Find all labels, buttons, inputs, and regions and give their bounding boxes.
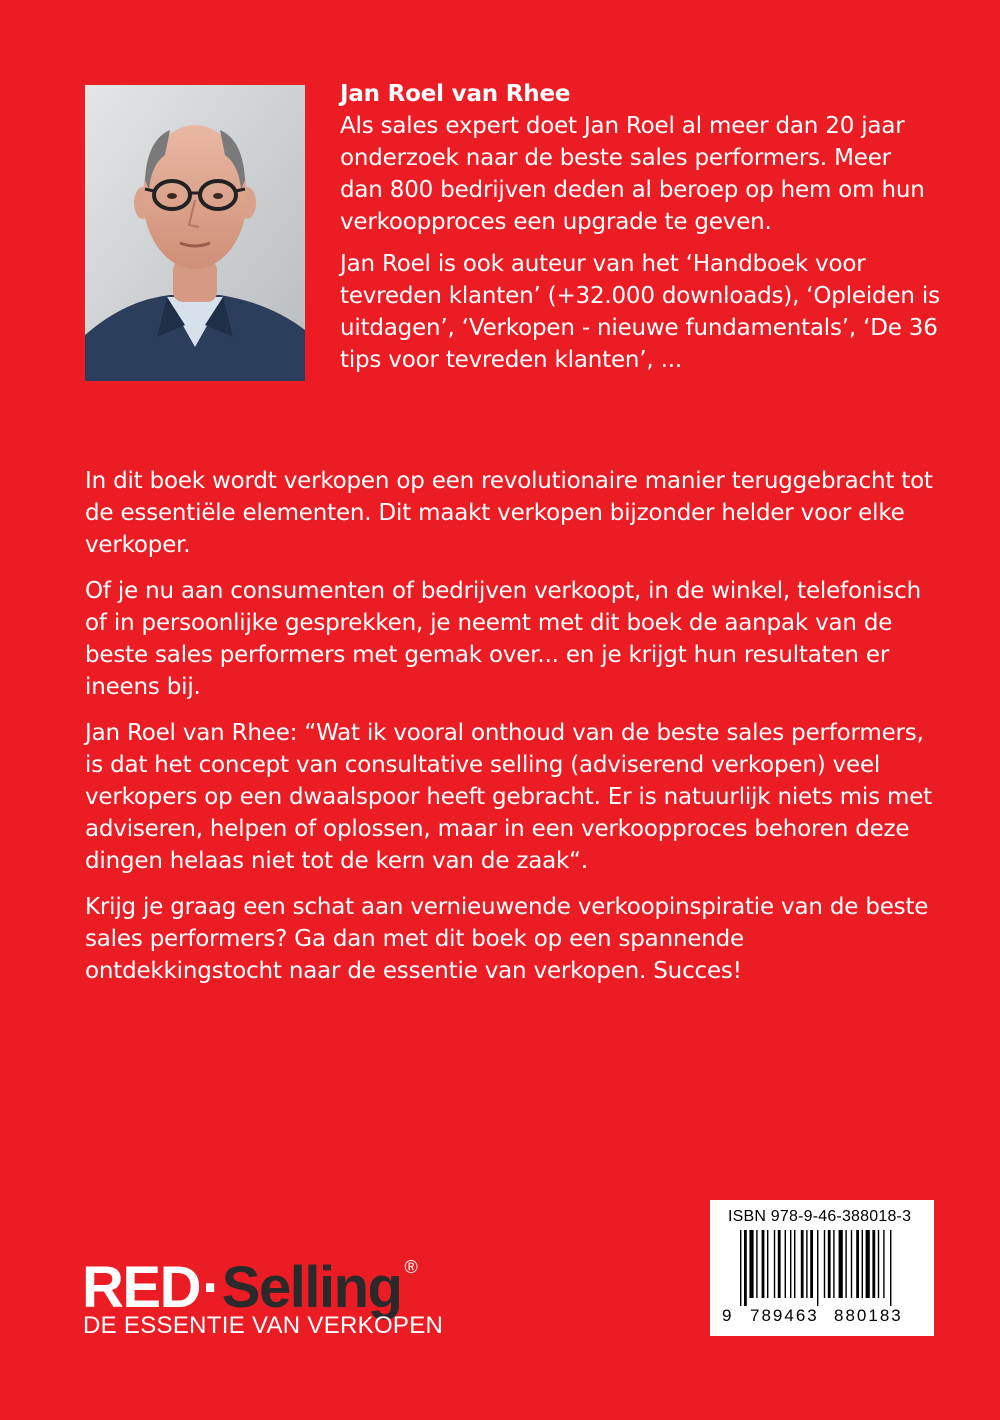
barcode-bar (866, 1230, 870, 1298)
barcode-bar (872, 1230, 875, 1298)
paragraph-1: In dit boek wordt verkopen op een revolutionaire manier teruggebracht tot de essentiële elementen. Dit maakt verkopen bijzonder helder voor elke verkoper. (85, 468, 933, 558)
barcode-bar (785, 1230, 786, 1298)
barcode-bar (778, 1230, 781, 1298)
barcode-bar (749, 1230, 753, 1298)
barcode-bar (801, 1230, 804, 1298)
barcode-bar (817, 1230, 818, 1306)
barcode-bar (810, 1230, 813, 1298)
barcode-bar (767, 1230, 768, 1298)
author-portrait-image (85, 85, 305, 381)
barcode-bar (839, 1230, 843, 1298)
author-bio-paragraph-2: Jan Roel is ook auteur van het ‘Handboek voor tevreden klanten’ (+32.000 downloads), ‘Opleiden is uitdagen’, ‘Verkopen - nieuwe fundamentals’, ‘De 36 tips voor tevreden klanten’, ... (340, 251, 940, 373)
paragraph-3: Jan Roel van Rhee: “Wat ik vooral onthoud van de beste sales performers, is dat het concept van consultative selling (adviserend verkopen) veel verkopers op een dwaalspoor heeft gebracht. Er is natuurlijk niets mis met adviseren, helpen of oplossen, maar in een verkoopproces behoren deze dingen helaas niet tot de kern van de zaak“. (85, 720, 932, 874)
barcode-bar (851, 1230, 852, 1298)
barcode-bar (862, 1230, 863, 1298)
isbn-barcode (710, 1200, 934, 1336)
barcode-bars (710, 1230, 934, 1306)
barcode-bar (883, 1230, 884, 1298)
barcode-bar (806, 1230, 807, 1298)
barcode-bar (824, 1230, 825, 1298)
barcode-bar (828, 1230, 831, 1298)
author-bio-paragraph-1: Als sales expert doet Jan Roel al meer dan 20 jaar onderzoek naar de beste sales performers. Meer dan 800 bedrijven deden al beroep op hem om hun verkoopproces een upgrade te geven. (340, 113, 925, 235)
logo-selling: Selling (221, 1255, 402, 1320)
barcode-digits-right: 880183 (834, 1306, 903, 1325)
logo-red: RED (82, 1255, 200, 1320)
barcode-bar (878, 1230, 879, 1298)
registered-mark: ® (404, 1257, 417, 1277)
barcode-bar (845, 1230, 846, 1298)
barcode-bar (774, 1230, 775, 1298)
barcode-bar (856, 1230, 859, 1298)
isbn-label: ISBN 978-9-46-388018-3 (728, 1208, 912, 1225)
red-selling-logo (82, 1232, 416, 1323)
barcode-bar (756, 1230, 757, 1298)
barcode-bar (762, 1230, 765, 1298)
author-photo (85, 85, 305, 381)
author-name: Jan Roel van Rhee (340, 81, 571, 107)
barcode-bar (740, 1230, 741, 1306)
barcode-bar (890, 1230, 891, 1306)
barcode-digit-first: 9 (722, 1306, 734, 1325)
paragraph-4: Krijg je graag een schat aan vernieuwende verkoopinspiratie van de beste sales performers? Ga dan met dit boek op een spannende ontdekkingstocht naar de essentie van verkopen. Succes! (85, 894, 929, 984)
logo-tagline: DE ESSENTIE VAN VERKOPEN (83, 1312, 444, 1339)
barcode-bar (833, 1230, 834, 1298)
barcode-bar (794, 1230, 795, 1298)
barcode-bar (744, 1230, 747, 1306)
paragraph-2: Of je nu aan consumenten of bedrijven verkoopt, in de winkel, telefonisch of in persoonlijke gesprekken, je neemt met dit boek de aanpak van de beste sales performers met gemak over... en je krijgt hun resultaten er ineens bij. (85, 578, 921, 700)
barcode-bar (790, 1230, 791, 1298)
barcode-digits-left: 789463 (750, 1306, 819, 1325)
back-cover-text (85, 465, 945, 1001)
author-bio (340, 78, 940, 386)
logo-separator: · (201, 1255, 220, 1320)
